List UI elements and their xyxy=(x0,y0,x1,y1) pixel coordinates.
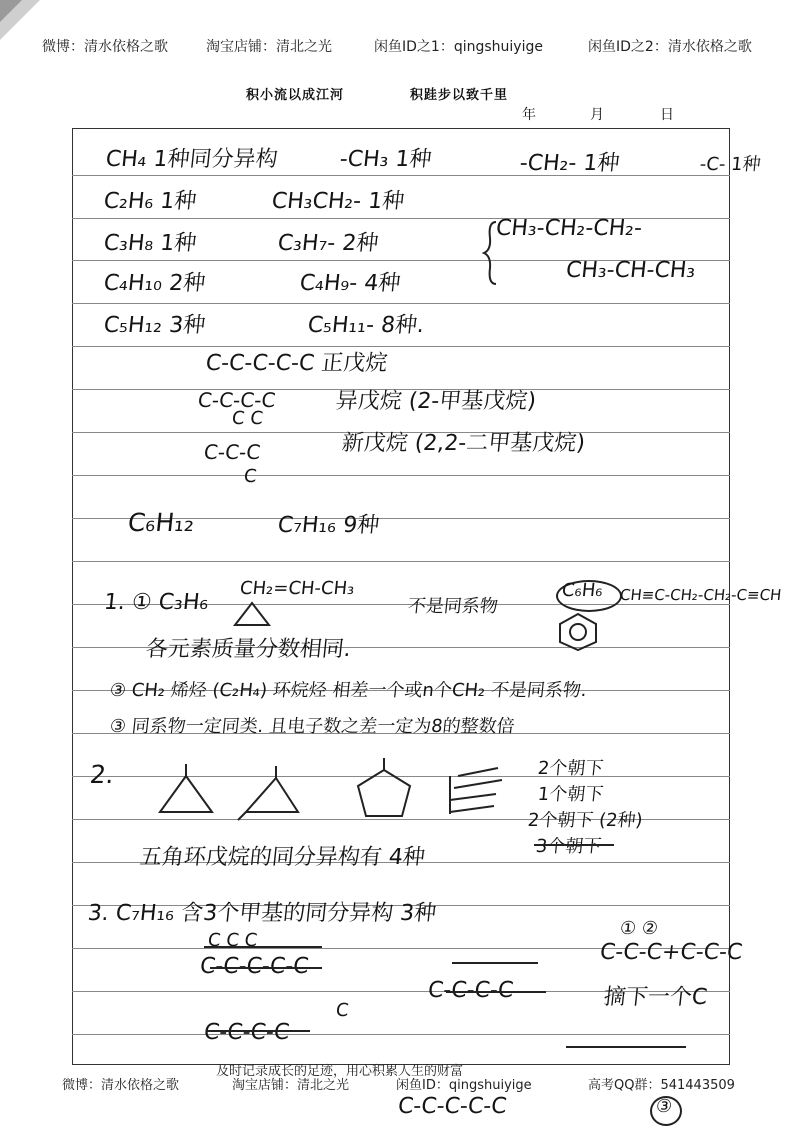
footer-weibo: 微博：清水依格之歌 xyxy=(62,1078,180,1093)
note-neopentane-chain: C-C-C xyxy=(202,440,262,464)
date-year-label: 年 xyxy=(522,107,536,123)
footer-xianyu: 闲鱼ID：qingshuiyige xyxy=(396,1078,532,1093)
strikethrough-mark xyxy=(534,844,614,846)
strikethrough-mark xyxy=(566,1046,686,1048)
note-two-down-variants: 2个朝下 (2种) xyxy=(526,810,644,831)
note-c2h6-isomers: C₂H₆ 1种 xyxy=(102,189,198,214)
ruled-line xyxy=(72,346,730,347)
note-c5h12-isomers: C₅H₁₂ 3种 xyxy=(102,313,207,338)
note-not-homolog: 不是同系物 xyxy=(406,596,499,617)
note-methylene-count: -CH₂- 1种 xyxy=(518,151,621,176)
note-c4h10-isomers: C₄H₁₀ 2种 xyxy=(102,271,207,296)
note-three-down-struck: 3个朝下 xyxy=(534,836,603,857)
note-one-down: 1个朝下 xyxy=(536,784,605,805)
note-benzene-formula: C₆H₆ xyxy=(560,580,604,601)
footer-slogan: 及时记录成长的足迹，用心积累人生的财富 xyxy=(216,1064,464,1079)
note-q3-heading: 3. C₇H₁₆ 含3个甲基的同分异构 3种 xyxy=(86,901,438,926)
strikethrough-mark xyxy=(206,1030,310,1032)
note-pentyl-count: C₅H₁₁- 8种. xyxy=(306,313,426,338)
note-alkene-cycloalkane: ③ CH₂ 烯烃 (C₂H₄) 环烷烃 相差一个或n个CH₂ 不是同系物. xyxy=(108,680,588,701)
note-cyclopentane-isomers: 五角环戊烷的同分异构有 4种 xyxy=(138,845,427,870)
note-q2-label: 2. xyxy=(88,760,116,789)
benzene-ring xyxy=(556,612,600,652)
note-ch4-isomers: CH₄ 1种同分异构 xyxy=(104,147,279,172)
note-isopentane-chain: C-C-C-C xyxy=(196,388,277,412)
motto-right: 积跬步以致千里 xyxy=(410,88,509,103)
note-neopentane-branches: C C xyxy=(230,408,264,429)
note-sketch-branch-c: C xyxy=(334,1000,350,1021)
note-c6h12: C₆H₁₂ xyxy=(126,508,196,537)
date-day-label: 日 xyxy=(660,107,674,123)
note-remove-one-carbon: 摘下一个C xyxy=(602,985,709,1010)
strikethrough-mark xyxy=(204,946,322,948)
note-heptane-chain: C-C-C+C-C-C xyxy=(598,940,744,965)
note-c3h8-isomers: C₃H₈ 1种 xyxy=(102,231,198,256)
note-butyl-count: C₄H₉- 4种 xyxy=(298,271,402,296)
header-weibo: 微博：清水依格之歌 xyxy=(42,39,168,55)
note-two-down: 2个朝下 xyxy=(536,758,605,779)
note-homolog-electrons: ③ 同系物一定同类. 且电子数之差一定为8的整数倍 xyxy=(108,716,516,737)
watermark-header xyxy=(0,36,800,60)
cyclopropane-triangle xyxy=(232,600,272,628)
strikethrough-mark xyxy=(452,962,538,964)
note-neopentane-bottom: C xyxy=(242,466,258,487)
note-ethyl-count: CH₃CH₂- 1种 xyxy=(270,189,406,214)
note-isopentane-name: 异戊烷 (2-甲基戊烷) xyxy=(334,389,538,414)
footer-taobao: 淘宝店铺：清北之光 xyxy=(232,1078,350,1093)
note-carbon-count: -C- 1种 xyxy=(698,154,762,175)
note-circled-three: ③ xyxy=(654,1096,674,1117)
note-q1-c3h6: 1. ① C₃H₆ xyxy=(102,590,210,615)
note-sketch-chain-1: C-C-C-C-C xyxy=(198,954,310,979)
watermark-footer xyxy=(0,1064,800,1098)
note-c7h16-isomers: C₇H₁₆ 9种 xyxy=(276,513,381,538)
note-neopentane-name: 新戊烷 (2,2-二甲基戊烷) xyxy=(340,431,587,456)
scan-corner-artifact xyxy=(0,0,40,40)
strikethrough-mark xyxy=(210,967,322,969)
note-sketch-chain-2: C-C-C-C xyxy=(426,978,515,1003)
motto-left: 积小流以成江河 xyxy=(246,88,345,103)
header-taobao: 淘宝店铺：清北之光 xyxy=(206,39,332,55)
note-sketch-branches: C C C xyxy=(206,930,259,951)
note-mass-fraction: 各元素质量分数相同. xyxy=(144,637,353,662)
date-month-label: 月 xyxy=(590,107,604,123)
ruled-line xyxy=(72,175,730,176)
note-diyne-structure: CH≡C-CH₂-CH₂-C≡CH xyxy=(619,586,783,604)
note-n-pentane: C-C-C-C-C 正戊烷 xyxy=(204,351,389,376)
note-propyl-structure-1: CH₃-CH₂-CH₂- xyxy=(494,216,644,241)
note-propyl-structure-2: CH₃-CH-CH₃ xyxy=(564,258,697,283)
ruled-line xyxy=(72,475,730,476)
ruled-line xyxy=(72,303,730,304)
header-xianyu-2: 闲鱼ID之2：清水依格之歌 xyxy=(588,39,752,55)
note-propyl-count: C₃H₇- 2种 xyxy=(276,231,380,256)
brace-mark xyxy=(482,218,502,288)
strikethrough-mark xyxy=(446,991,546,993)
note-propene-structure: CH₂=CH-CH₃ xyxy=(238,578,356,599)
header-xianyu-1: 闲鱼ID之1：qingshuiyige xyxy=(374,39,543,55)
ruled-line xyxy=(72,1034,730,1035)
note-sketch-chain-3: C-C-C-C xyxy=(202,1020,291,1045)
footer-qq: 高考QQ群：541443509 xyxy=(588,1078,735,1093)
note-sketch-chain-4: C-C-C-C-C xyxy=(396,1094,508,1119)
note-position-marks: ① ② xyxy=(618,918,660,939)
ruled-line xyxy=(72,561,730,562)
cyclopentane-sketches xyxy=(146,756,516,828)
note-methyl-count: -CH₃ 1种 xyxy=(338,147,433,172)
